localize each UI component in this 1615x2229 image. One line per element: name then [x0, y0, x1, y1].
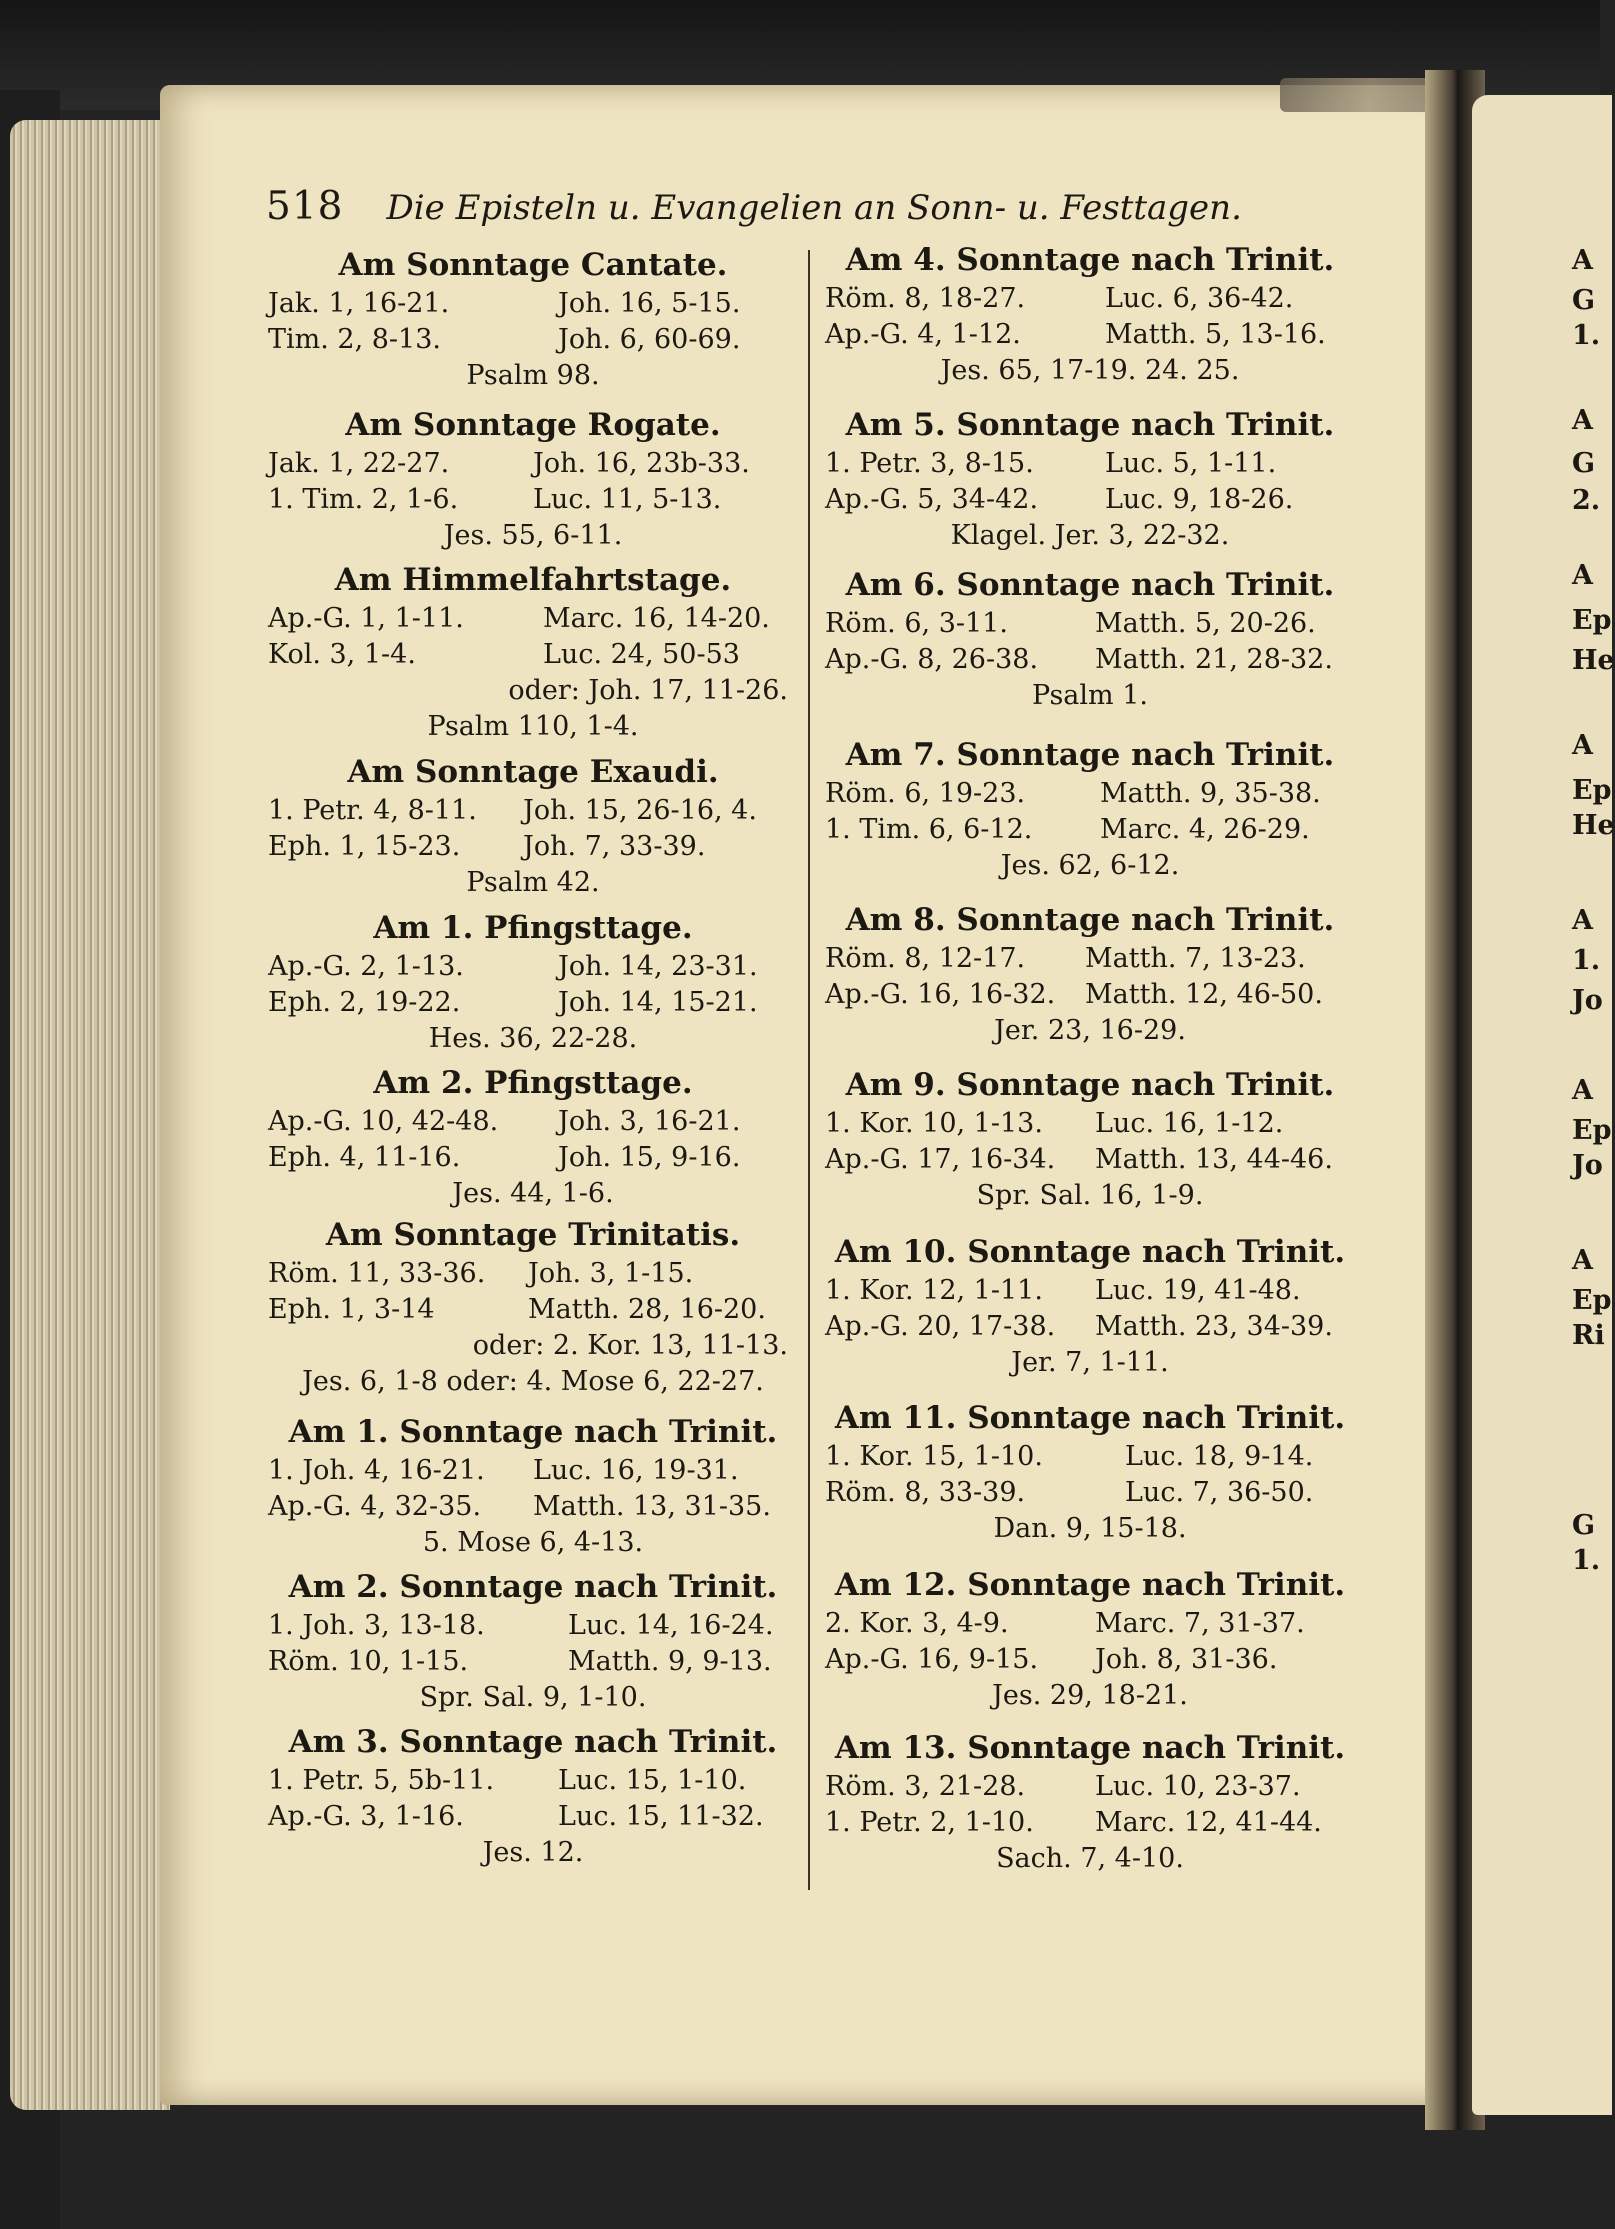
reading-row	[268, 793, 798, 829]
epistle-reference: Eph. 1, 15-23.	[268, 831, 461, 862]
facing-page-fragment: A	[1572, 245, 1593, 276]
reading-row	[825, 1439, 1355, 1475]
lesson-section	[825, 240, 1355, 389]
gospel-reference: Joh. 15, 26-16, 4.	[523, 795, 757, 826]
additional-reading: oder: Joh. 17, 11-26.	[508, 675, 788, 706]
gospel-reference: Marc. 7, 31-37.	[1095, 1608, 1305, 1639]
reading-row	[268, 482, 798, 518]
facing-page-fragment: A	[1572, 905, 1593, 936]
additional-reading: Psalm 110, 1-4.	[427, 711, 639, 742]
running-head	[266, 184, 1242, 234]
facing-page-fragment: 1.	[1572, 1545, 1601, 1576]
additional-reading: Psalm 98.	[466, 360, 600, 391]
epistle-reference: Jak. 1, 22-27.	[268, 448, 450, 479]
running-title: Die Episteln u. Evangelien an Sonn- u. Festtagen.	[386, 188, 1242, 228]
facing-page-fragment: A	[1572, 1075, 1593, 1106]
lesson-section	[268, 752, 798, 901]
gospel-reference: Matth. 9, 35-38.	[1100, 778, 1321, 809]
epistle-reference: Ap.-G. 20, 17-38.	[825, 1311, 1056, 1342]
epistle-reference: Eph. 2, 19-22.	[268, 987, 461, 1018]
epistle-reference: Ap.-G. 10, 42-48.	[268, 1106, 499, 1137]
lesson-section	[268, 560, 798, 745]
reading-row	[268, 1104, 798, 1140]
epistle-reference: Ap.-G. 17, 16-34.	[825, 1144, 1056, 1175]
gospel-reference: Marc. 4, 26-29.	[1100, 814, 1310, 845]
section-title: Am 5. Sonntage nach Trinit.	[845, 407, 1335, 443]
facing-page-fragment: 1.	[1572, 320, 1601, 351]
epistle-reference: 1. Joh. 4, 16-21.	[268, 1455, 485, 1486]
lesson-section	[825, 1398, 1355, 1547]
section-title: Am 4. Sonntage nach Trinit.	[845, 242, 1335, 278]
epistle-reference: 2. Kor. 3, 4-9.	[825, 1608, 1009, 1639]
epistle-reference: Kol. 3, 1-4.	[268, 639, 416, 670]
section-title: Am 2. Pfingsttage.	[373, 1065, 693, 1101]
gospel-reference: Matth. 13, 44-46.	[1095, 1144, 1333, 1175]
additional-reading: Jes. 62, 6-12.	[1000, 850, 1180, 881]
reading-row	[268, 985, 798, 1021]
reading-row	[268, 1453, 798, 1489]
lesson-section	[825, 1232, 1355, 1381]
section-title: Am Sonntage Exaudi.	[347, 754, 719, 790]
facing-page-fragment: Ep	[1572, 1285, 1612, 1316]
facing-page-fragment: 2.	[1572, 485, 1601, 516]
epistle-reference: Ap.-G. 5, 34-42.	[825, 484, 1039, 515]
reading-row	[268, 1763, 798, 1799]
additional-reading: Jes. 55, 6-11.	[443, 520, 623, 551]
reading-row	[825, 776, 1355, 812]
lesson-section	[268, 908, 798, 1057]
facing-page-fragment: Jo	[1572, 985, 1603, 1016]
gospel-reference: Matth. 9, 9-13.	[568, 1646, 772, 1677]
epistle-reference: Ap.-G. 4, 1-12.	[825, 319, 1021, 350]
facing-page-fragment: G	[1572, 1510, 1596, 1541]
reading-row	[825, 317, 1355, 353]
reading-row	[825, 1642, 1355, 1678]
reading-row	[825, 812, 1355, 848]
additional-reading: Psalm 42.	[466, 867, 600, 898]
page-number: 518	[266, 184, 344, 229]
gospel-reference: Marc. 12, 41-44.	[1095, 1807, 1322, 1838]
reading-row	[825, 482, 1355, 518]
gospel-reference: Matth. 12, 46-50.	[1085, 979, 1323, 1010]
epistle-reference: 1. Kor. 12, 1-11.	[825, 1275, 1043, 1306]
section-title: Am 11. Sonntage nach Trinit.	[834, 1400, 1346, 1436]
reading-row	[825, 642, 1355, 678]
lesson-section	[825, 405, 1355, 554]
epistle-reference: Ap.-G. 4, 32-35.	[268, 1491, 482, 1522]
section-title: Am 10. Sonntage nach Trinit.	[834, 1234, 1346, 1270]
facing-page-fragment: He	[1572, 645, 1615, 676]
additional-reading: Jer. 23, 16-29.	[994, 1015, 1186, 1046]
epistle-reference: 1. Tim. 2, 1-6.	[268, 484, 459, 515]
reading-row	[268, 637, 798, 673]
section-title: Am 8. Sonntage nach Trinit.	[845, 902, 1335, 938]
reading-row	[825, 1309, 1355, 1345]
facing-page-fragment: Ep	[1572, 1115, 1612, 1146]
gospel-reference: Luc. 19, 41-48.	[1095, 1275, 1301, 1306]
gospel-reference: Luc. 16, 19-31.	[533, 1455, 739, 1486]
section-title: Am 1. Sonntage nach Trinit.	[288, 1414, 778, 1450]
epistle-reference: Eph. 1, 3-14	[268, 1294, 435, 1325]
additional-reading: Jes. 29, 18-21.	[992, 1680, 1188, 1711]
gospel-reference: Joh. 7, 33-39.	[523, 831, 706, 862]
additional-reading: Jes. 6, 1-8 oder: 4. Mose 6, 22-27.	[302, 1366, 764, 1397]
facing-page-fragment: Ep	[1572, 605, 1612, 636]
epistle-reference: 1. Petr. 4, 8-11.	[268, 795, 477, 826]
gospel-reference: Matth. 28, 16-20.	[528, 1294, 766, 1325]
reading-row	[268, 446, 798, 482]
facing-page-fragment: A	[1572, 1245, 1593, 1276]
section-title: Am 2. Sonntage nach Trinit.	[288, 1569, 778, 1605]
epistle-reference: 1. Kor. 10, 1-13.	[825, 1108, 1043, 1139]
epistle-reference: Ap.-G. 16, 16-32.	[825, 979, 1056, 1010]
gospel-reference: Matth. 5, 20-26.	[1095, 608, 1316, 639]
reading-row	[268, 1644, 798, 1680]
reading-row	[825, 1106, 1355, 1142]
reading-row	[825, 1805, 1355, 1841]
gospel-reference: Luc. 15, 1-10.	[558, 1765, 747, 1796]
gospel-reference: Marc. 16, 14-20.	[543, 603, 770, 634]
gospel-reference: Luc. 6, 36-42.	[1105, 283, 1294, 314]
epistle-reference: 1. Petr. 3, 8-15.	[825, 448, 1034, 479]
reading-row	[268, 1608, 798, 1644]
additional-reading: Spr. Sal. 9, 1-10.	[419, 1682, 647, 1713]
epistle-reference: Röm. 11, 33-36.	[268, 1258, 486, 1289]
facing-page-fragment: Ep	[1572, 775, 1612, 806]
reading-row	[825, 446, 1355, 482]
gospel-reference: Luc. 5, 1-11.	[1105, 448, 1277, 479]
gospel-reference: Luc. 9, 18-26.	[1105, 484, 1294, 515]
gospel-reference: Luc. 14, 16-24.	[568, 1610, 774, 1641]
lesson-section	[268, 405, 798, 554]
facing-page-fragment: Jo	[1572, 1150, 1603, 1181]
epistle-reference: 1. Kor. 15, 1-10.	[825, 1441, 1043, 1472]
section-title: Am 13. Sonntage nach Trinit.	[834, 1730, 1346, 1766]
gospel-reference: Luc. 15, 11-32.	[558, 1801, 764, 1832]
reading-row	[268, 601, 798, 637]
epistle-reference: 1. Tim. 6, 6-12.	[825, 814, 1033, 845]
epistle-reference: Röm. 8, 18-27.	[825, 283, 1026, 314]
reading-row	[825, 977, 1355, 1013]
section-title: Am Sonntage Cantate.	[338, 247, 728, 283]
reading-row	[268, 829, 798, 865]
gospel-reference: Joh. 16, 5-15.	[558, 288, 741, 319]
reading-row	[825, 1475, 1355, 1511]
section-title: Am 1. Pfingsttage.	[373, 910, 693, 946]
lesson-section	[268, 1722, 798, 1871]
epistle-reference: Röm. 3, 21-28.	[825, 1771, 1026, 1802]
epistle-reference: Röm. 8, 33-39.	[825, 1477, 1026, 1508]
additional-reading: Spr. Sal. 16, 1-9.	[976, 1180, 1204, 1211]
section-title: Am Himmelfahrtstage.	[334, 562, 732, 598]
additional-reading: Jes. 12.	[482, 1837, 584, 1868]
facing-page-fragment: A	[1572, 405, 1593, 436]
lesson-section	[825, 1728, 1355, 1877]
gospel-reference: Luc. 7, 36-50.	[1125, 1477, 1314, 1508]
lesson-section	[825, 1065, 1355, 1214]
epistle-reference: Ap.-G. 16, 9-15.	[825, 1644, 1039, 1675]
facing-page-fragment: G	[1572, 285, 1596, 316]
gospel-reference: Luc. 11, 5-13.	[533, 484, 722, 515]
facing-page-fragment: 1.	[1572, 945, 1601, 976]
reading-row	[268, 949, 798, 985]
facing-page-fragment: A	[1572, 730, 1593, 761]
additional-reading: Dan. 9, 15-18.	[993, 1513, 1187, 1544]
gospel-reference: Luc. 18, 9-14.	[1125, 1441, 1314, 1472]
reading-row	[825, 941, 1355, 977]
epistle-reference: Ap.-G. 1, 1-11.	[268, 603, 464, 634]
gospel-reference: Joh. 16, 23b-33.	[533, 448, 750, 479]
gospel-reference: Matth. 21, 28-32.	[1095, 644, 1333, 675]
gospel-reference: Joh. 14, 15-21.	[558, 987, 758, 1018]
additional-reading: Jes. 65, 17-19. 24. 25.	[940, 355, 1240, 386]
epistle-reference: Röm. 6, 19-23.	[825, 778, 1026, 809]
gospel-reference: Joh. 15, 9-16.	[558, 1142, 741, 1173]
epistle-reference: 1. Petr. 5, 5b-11.	[268, 1765, 495, 1796]
reading-row	[268, 1799, 798, 1835]
facing-page-fragment: A	[1572, 560, 1593, 591]
section-title: Am 6. Sonntage nach Trinit.	[845, 567, 1335, 603]
reading-row	[825, 1606, 1355, 1642]
additional-reading: Jer. 7, 1-11.	[1011, 1347, 1169, 1378]
reading-row	[268, 1256, 798, 1292]
lesson-section	[825, 735, 1355, 884]
facing-page-fragment: G	[1572, 448, 1596, 479]
epistle-reference: Ap.-G. 3, 1-16.	[268, 1801, 464, 1832]
gospel-reference: Joh. 8, 31-36.	[1095, 1644, 1278, 1675]
lesson-section	[825, 565, 1355, 714]
additional-reading: Sach. 7, 4-10.	[996, 1843, 1184, 1874]
additional-reading: Hes. 36, 22-28.	[428, 1023, 638, 1054]
additional-reading: oder: 2. Kor. 13, 11-13.	[472, 1330, 788, 1361]
reading-row	[825, 1142, 1355, 1178]
epistle-reference: Röm. 6, 3-11.	[825, 608, 1008, 639]
section-title: Am Sonntage Trinitatis.	[325, 1217, 741, 1253]
gospel-reference: Joh. 14, 23-31.	[558, 951, 758, 982]
facing-page-fragment: Ri	[1572, 1320, 1605, 1351]
gospel-reference: Joh. 3, 16-21.	[558, 1106, 741, 1137]
epistle-reference: Röm. 8, 12-17.	[825, 943, 1026, 974]
gospel-reference: Luc. 10, 23-37.	[1095, 1771, 1301, 1802]
reading-row	[825, 606, 1355, 642]
epistle-reference: 1. Joh. 3, 13-18.	[268, 1610, 485, 1641]
gospel-reference: Matth. 5, 13-16.	[1105, 319, 1326, 350]
epistle-reference: Tim. 2, 8-13.	[268, 324, 441, 355]
epistle-reference: Ap.-G. 8, 26-38.	[825, 644, 1039, 675]
reading-row	[825, 1273, 1355, 1309]
column-rule	[808, 250, 810, 1890]
additional-reading: Klagel. Jer. 3, 22-32.	[950, 520, 1230, 551]
reading-row	[825, 281, 1355, 317]
lesson-section	[268, 1567, 798, 1716]
epistle-reference: Eph. 4, 11-16.	[268, 1142, 461, 1173]
additional-reading: Psalm 1.	[1032, 680, 1148, 711]
gospel-reference: Matth. 13, 31-35.	[533, 1491, 771, 1522]
section-title: Am Sonntage Rogate.	[345, 407, 721, 443]
lesson-section	[268, 245, 798, 394]
lesson-section	[825, 1565, 1355, 1714]
section-title: Am 9. Sonntage nach Trinit.	[845, 1067, 1335, 1103]
gospel-reference: Luc. 24, 50-53	[543, 639, 740, 670]
lesson-section	[268, 1063, 798, 1212]
epistle-reference: 1. Petr. 2, 1-10.	[825, 1807, 1034, 1838]
reading-row	[268, 286, 798, 322]
gospel-reference: Joh. 3, 1-15.	[528, 1258, 694, 1289]
section-title: Am 3. Sonntage nach Trinit.	[288, 1724, 778, 1760]
gospel-reference: Luc. 16, 1-12.	[1095, 1108, 1284, 1139]
epistle-reference: Ap.-G. 2, 1-13.	[268, 951, 464, 982]
additional-reading: 5. Mose 6, 4-13.	[422, 1527, 644, 1558]
reading-row	[268, 1489, 798, 1525]
lesson-section	[268, 1412, 798, 1561]
gospel-reference: Matth. 23, 34-39.	[1095, 1311, 1333, 1342]
gospel-reference: Joh. 6, 60-69.	[558, 324, 741, 355]
facing-page-fragment: He	[1572, 810, 1615, 841]
reading-row	[825, 1769, 1355, 1805]
reading-row	[268, 322, 798, 358]
gospel-reference: Matth. 7, 13-23.	[1085, 943, 1306, 974]
reading-row	[268, 1292, 798, 1328]
lesson-section	[825, 900, 1355, 1049]
reading-row	[268, 1140, 798, 1176]
section-title: Am 12. Sonntage nach Trinit.	[834, 1567, 1346, 1603]
epistle-reference: Röm. 10, 1-15.	[268, 1646, 469, 1677]
lesson-section	[268, 1215, 798, 1400]
epistle-reference: Jak. 1, 16-21.	[268, 288, 450, 319]
page-edges	[10, 120, 170, 2110]
additional-reading: Jes. 44, 1-6.	[452, 1178, 614, 1209]
section-title: Am 7. Sonntage nach Trinit.	[845, 737, 1335, 773]
